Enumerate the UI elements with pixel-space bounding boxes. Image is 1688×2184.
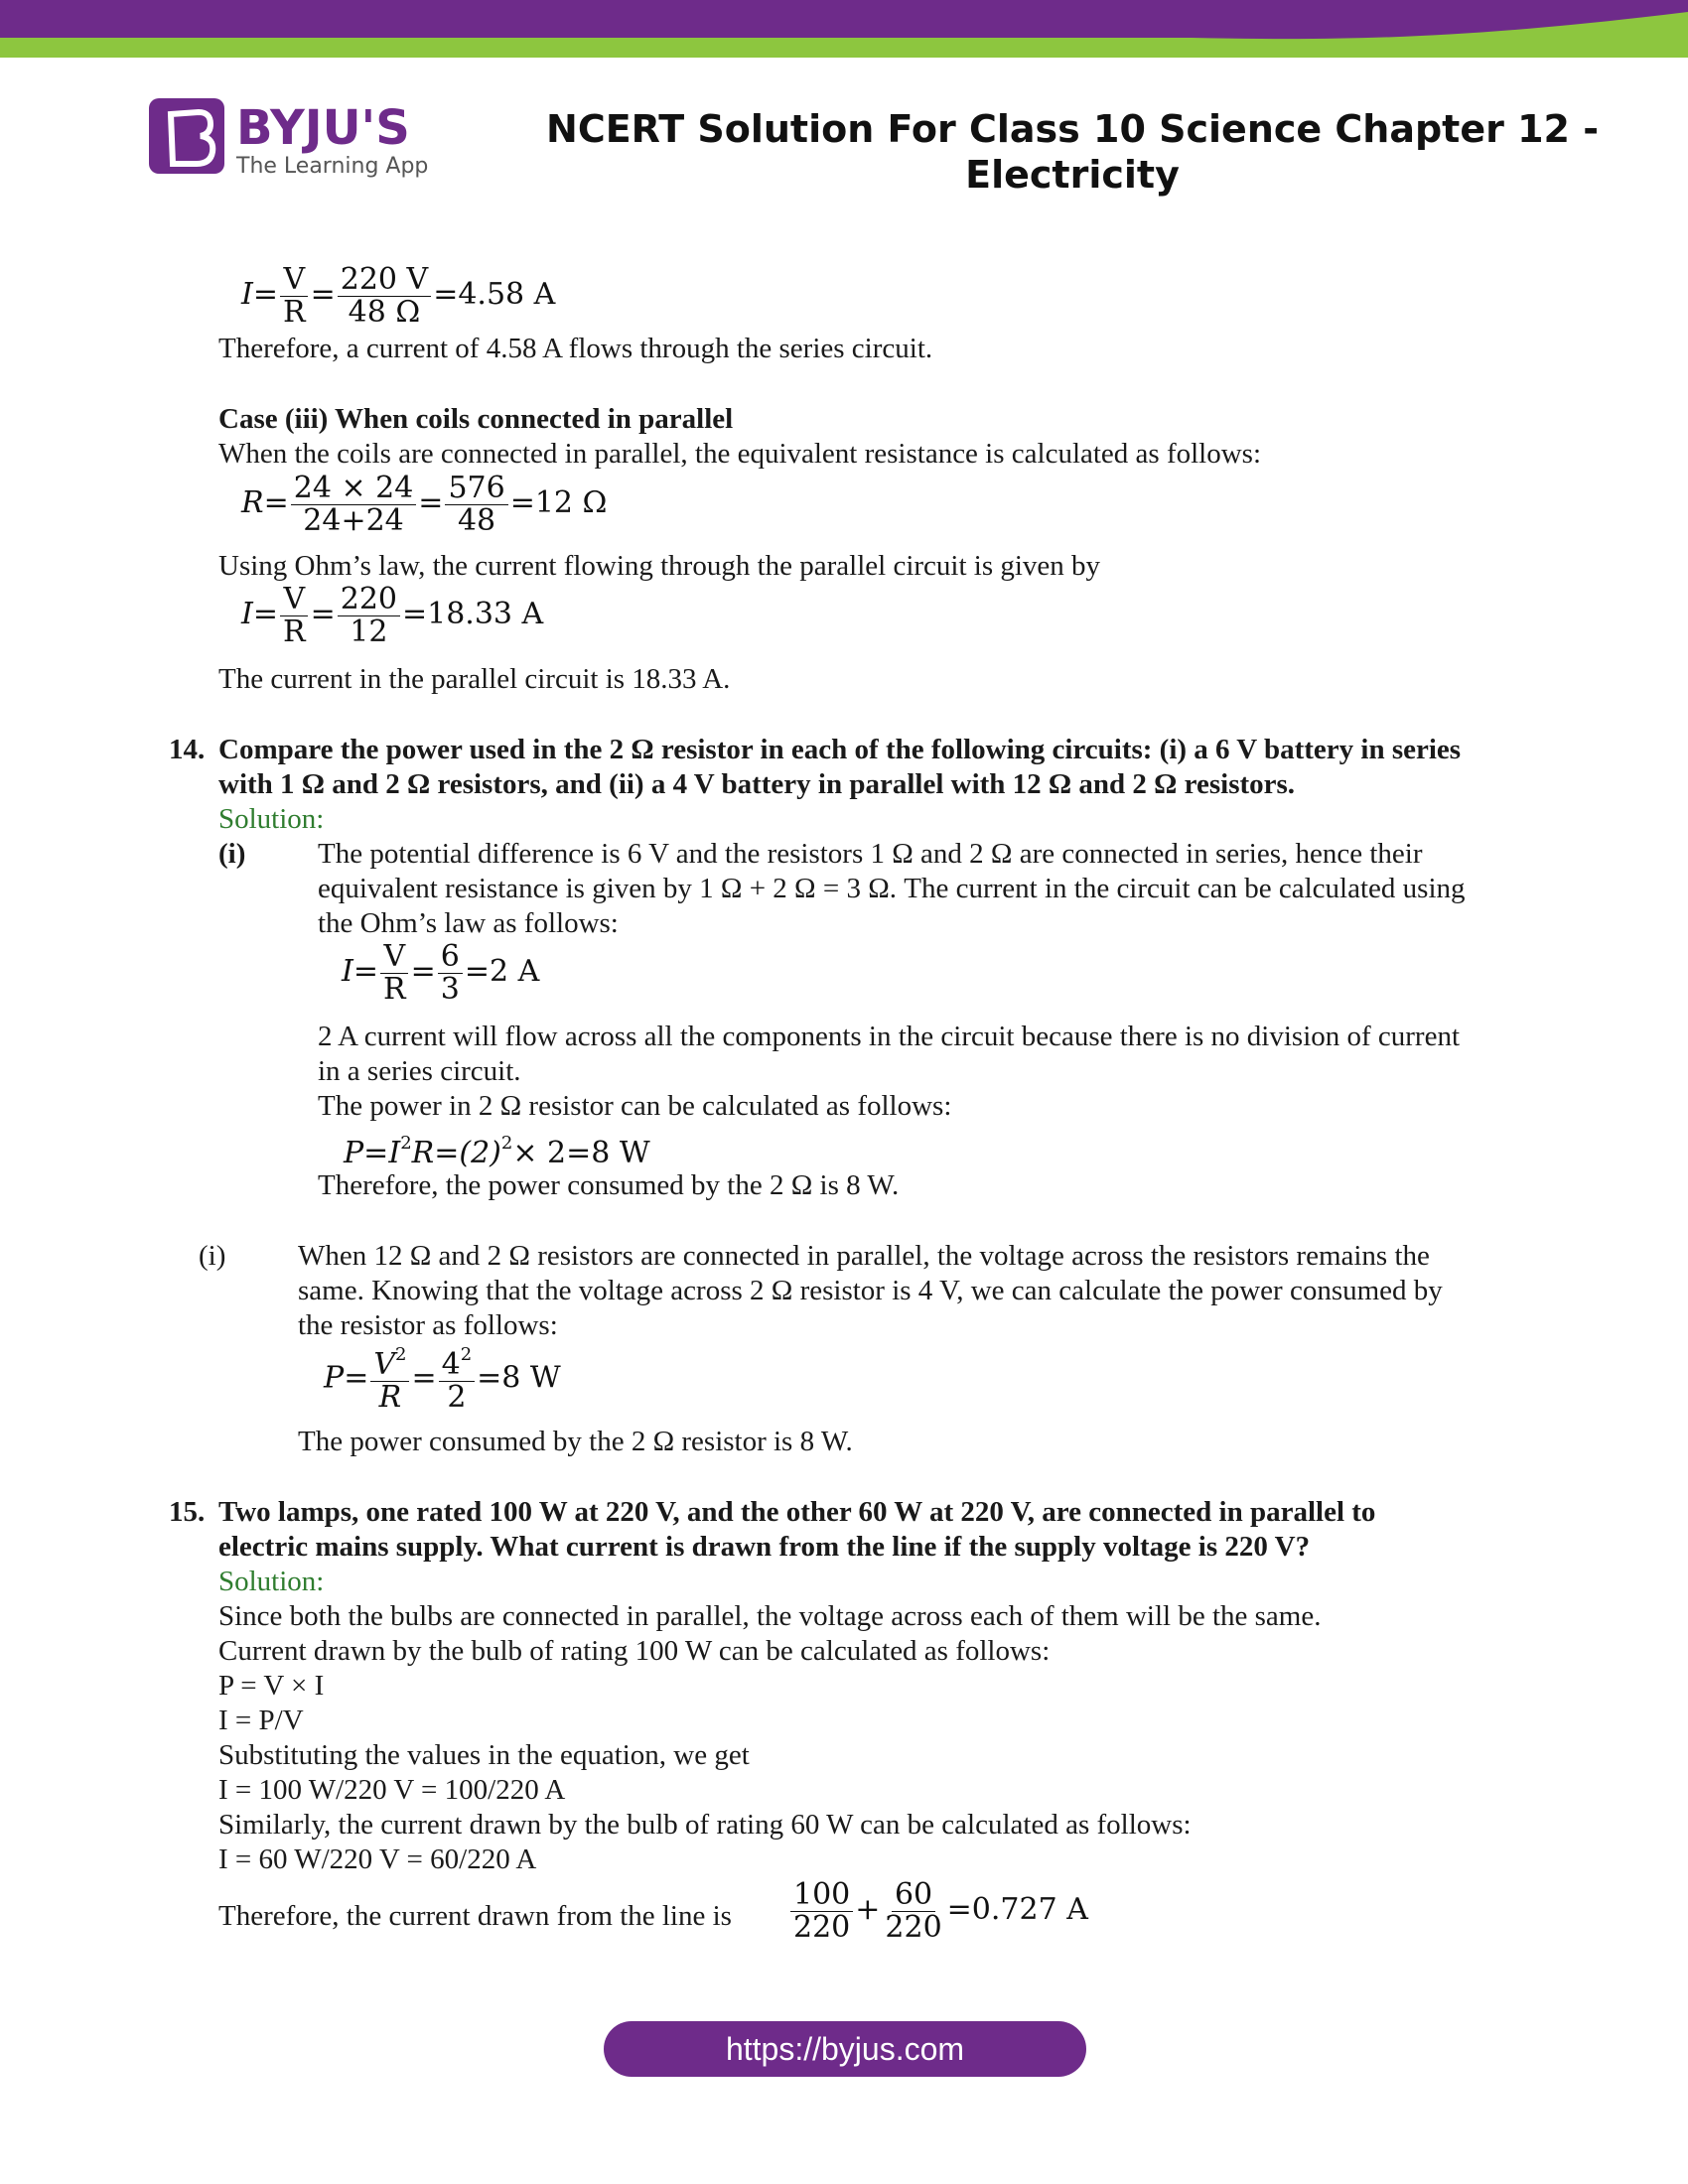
exponent: 2 [395,1344,407,1365]
exponent: 2 [400,1133,412,1154]
case3-heading: Case (iii) When coils connected in parallel [218,403,734,435]
eq-middle: R=(2) [411,1136,501,1170]
fraction [338,264,431,328]
title-line-2: Electricity [965,153,1180,197]
q14-part1-line-1: The potential difference is 6 V and the resistors 1 Ω and 2 Ω are connected in series, hence their [318,838,1423,870]
frac-num: 220 [338,584,400,616]
q15-line: Similarly, the current drawn by the bulb of rating 60 W can be calculated as follows: [218,1809,1192,1841]
frac-den: R [383,971,406,1007]
series-current-equation: I= $\frac{V}{R}$ = $\frac{220 V}{48 \Omega}$ =4.58 A [241,262,556,330]
frac-num: 100 [790,1879,853,1912]
q14-question-line-1: Compare the power used in the 2 Ω resistor in each of the following circuits: (i) a 6 V battery in series [218,734,1462,765]
q14-solution-label: Solution: [218,803,325,835]
top-decorative-band [0,0,1688,62]
fraction [280,264,309,328]
frac-den: 24+24 [303,502,404,538]
frac-den: 2 [447,1379,467,1415]
frac-den: 220 [793,1909,851,1945]
q15-line: I = 100 W/220 V = 100/220 A [218,1774,566,1806]
eq-lhs: I [241,277,253,312]
frac-num: V [280,264,308,297]
frac-den: 48 Ω [348,294,421,330]
frac-den [376,1379,405,1415]
fraction [280,584,309,647]
frac-den: 220 [885,1909,942,1945]
q15-line: Current drawn by the bulb of rating 100 W can be calculated as follows: [218,1635,1051,1667]
question-number: 15. [169,1496,206,1528]
fraction [380,941,409,1005]
q14-part2-line-1: When 12 Ω and 2 Ω resistors are connected in parallel, the voltage across the resistors remains the [298,1240,1430,1272]
eq-result: =2 A [464,954,540,989]
plus-sign: + [855,1892,881,1927]
q14-part2-line-3: the resistor as follows: [298,1309,558,1341]
q14-part1-current-equation: I= $\frac{V}{R}$ = $\frac{6}{3}$ =2 A [342,939,540,1007]
fraction [438,941,463,1005]
svg-text:BYJU'S: BYJU'S [236,100,410,156]
q14-part1-line-3: the Ohm’s law as follows: [318,907,619,939]
frac-den: R [283,614,306,649]
frac-num: 60 [892,1879,935,1912]
q14-part1-line-6: The power in 2 Ω resistor can be calculated as follows: [318,1090,952,1122]
q15-question-line-2: electric mains supply. What current is drawn from the line if the supply voltage is 220 V? [218,1531,1311,1563]
frac-num: 576 [445,473,507,505]
series-conclusion: Therefore, a current of 4.58 A flows through the series circuit. [218,333,933,364]
eq-result: =18.33 A [402,597,544,631]
q14-part1-power-equation [344,1126,650,1171]
eq-lhs: I [241,597,253,631]
q15-solution-label: Solution: [218,1566,325,1597]
document-title [516,106,1628,198]
fraction [445,473,507,536]
eq-lhs: P=I [344,1136,401,1170]
exponent: 2 [500,1133,513,1154]
q15-total-current-equation [788,1879,1088,1943]
exponent: 2 [460,1344,473,1365]
byjus-logo [149,94,437,182]
frac-num-base: 4 [441,1347,461,1382]
eq-result: =0.727 A [946,1892,1088,1927]
frac-num-base: V [373,1347,395,1382]
frac-num: 220 V [338,264,431,297]
parallel-resistance-equation: R= $\frac{24 \times 24}{24+24}$ = $\frac{576}{48}$ =12 Ω [241,471,608,538]
footer-url-link[interactable]: https://byjus.com [604,2021,1086,2077]
q15-line: Substituting the values in the equation, we get [218,1739,750,1771]
q15-line: I = P/V [218,1705,304,1736]
frac-num [370,1346,409,1382]
frac-num: V [280,584,308,616]
eq-result: =4.58 A [433,277,556,312]
fraction [439,1346,476,1413]
eq-result: × 2=8 W [512,1136,650,1170]
frac-num: 6 [438,941,463,974]
fraction [790,1879,853,1943]
fraction [882,1879,944,1943]
q14-part1-line-2: equivalent resistance is given by 1 Ω + 2 Ω = 3 Ω. The current in the circuit can be calculated using [318,873,1466,904]
page-header [0,94,1688,197]
frac-den: 48 [457,502,496,538]
eq-lhs: R [241,485,264,520]
q15-line: P = V × I [218,1670,325,1702]
title-line-1: NCERT Solution For Class 10 Science Chapter 12 - [546,107,1599,151]
eq-lhs: I [342,954,353,989]
q14-part1-label: (i) [218,838,246,870]
frac-den-value: R [378,1379,402,1415]
q14-part1-line-4: 2 A current will flow across all the components in the circuit because there is no division of current [318,1021,1461,1052]
q15-question-line-1: Two lamps, one rated 100 W at 220 V, and the other 60 W at 220 V, are connected in parallel to [218,1496,1376,1528]
question-number: 14. [169,734,206,765]
frac-den: 12 [350,614,388,649]
frac-num [439,1346,476,1382]
eq-lhs: P [324,1360,345,1396]
eq-result: =12 Ω [509,485,608,520]
parallel-conclusion: The current in the parallel circuit is 18.33 A. [218,663,731,695]
parallel-current-equation: I= $\frac{V}{R}$ = $\frac{220}{12}$ =18.33 A [241,582,544,649]
ohm-parallel-intro: Using Ohm’s law, the current flowing through the parallel circuit is given by [218,550,1101,582]
q14-part2-label: (i) [199,1240,226,1272]
q14-part2-line-2: same. Knowing that the voltage across 2 Ω resistor is 4 V, we can calculate the power consumed by [298,1275,1443,1306]
q14-part2-power-equation: P= $\frac{V^2}{R}$ = $\frac{4^2}{2}$ =8 W [324,1344,561,1415]
fraction [338,584,400,647]
q15-final-text: Therefore, the current drawn from the line is [218,1900,732,1932]
eq-result: =8 W [477,1360,561,1396]
q14-part1-line-5: in a series circuit. [318,1055,521,1087]
frac-num: V [380,941,408,974]
case3-intro: When the coils are connected in parallel, the equivalent resistance is calculated as follows: [218,438,1262,470]
fraction [370,1346,409,1413]
svg-text:The Learning App: The Learning App [236,154,429,179]
q15-line: I = 60 W/220 V = 60/220 A [218,1843,537,1875]
q15-line: Since both the bulbs are connected in parallel, the voltage across each of them will be the same. [218,1600,1322,1632]
q14-question-line-2: with 1 Ω and 2 Ω resistors, and (ii) a 4 V battery in parallel with 12 Ω and 2 Ω resistors. [218,768,1296,800]
q14-part1-line-7: Therefore, the power consumed by the 2 Ω is 8 W. [318,1169,900,1201]
q14-part2-line-4: The power consumed by the 2 Ω resistor is 8 W. [298,1426,853,1457]
frac-den: R [283,294,306,330]
fraction [291,473,417,536]
frac-num: 24 × 24 [291,473,417,505]
frac-den: 3 [440,971,460,1007]
